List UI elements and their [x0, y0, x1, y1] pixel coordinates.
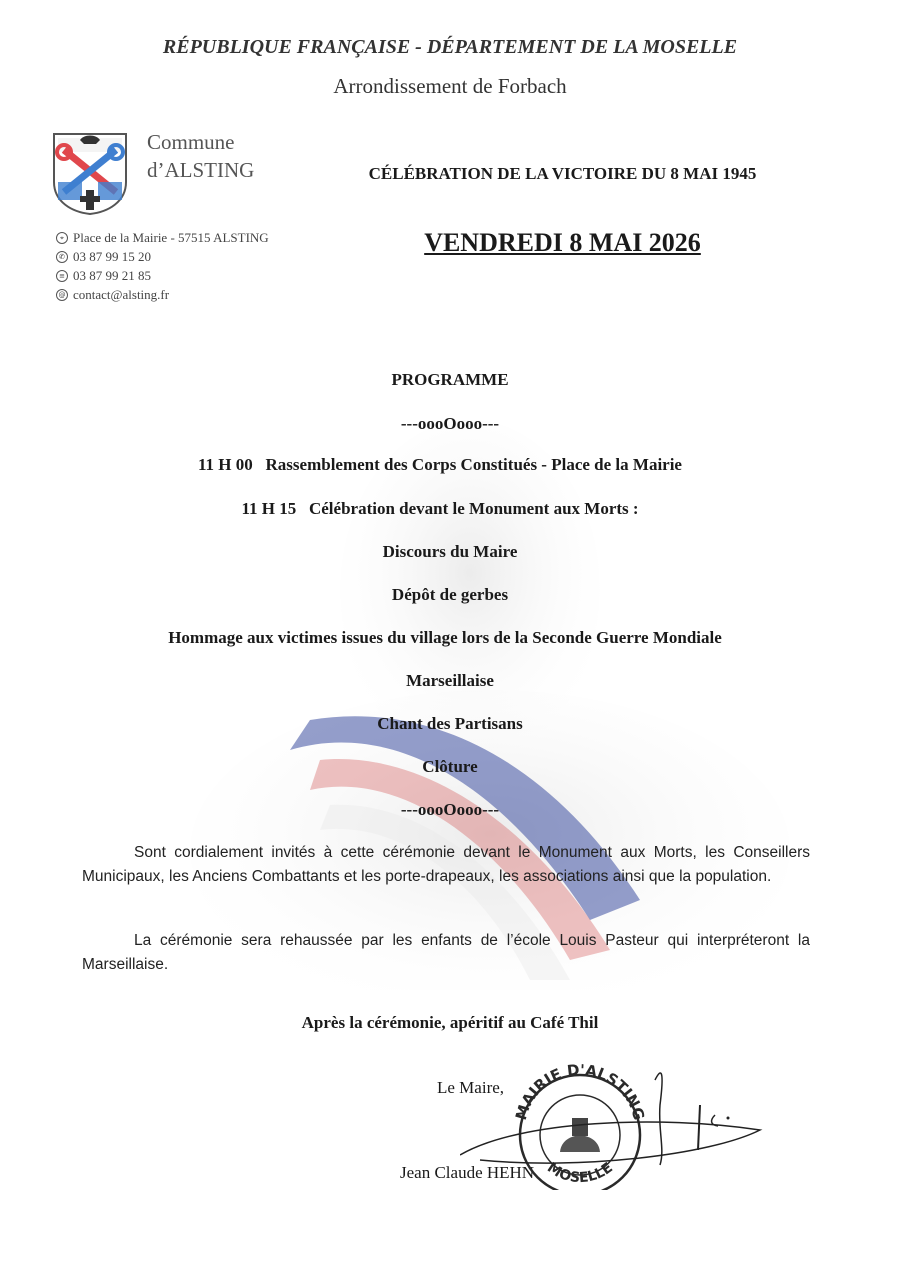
stamp-text-bottom: MOSELLE [544, 1159, 616, 1187]
contact-phone-text: 03 87 99 15 20 [73, 249, 151, 264]
location-icon: ⌖ [56, 232, 68, 244]
commune-name-line1: Commune [147, 130, 235, 154]
separator-bottom: ---oooOooo--- [400, 800, 500, 819]
invitation-paragraph: Sont cordialement invités à cette cérémonie devant le Monument aux Morts, les Conseillers Municipaux, les Anciens Combattants et les porte-drapeaux, les associations ainsi que la population. [82, 844, 810, 885]
event-date-text: VENDREDI 8 MAI 2026 [424, 228, 701, 257]
event-date [340, 228, 785, 258]
separator-top: ---oooOooo--- [400, 414, 500, 433]
email-icon: @ [56, 289, 68, 301]
programme-item: Chant des Partisans [377, 714, 523, 733]
contact-address-text: Place de la Mairie - 57515 ALSTING [73, 230, 269, 245]
phone-icon: ✆ [56, 251, 68, 263]
commune-name [147, 128, 254, 184]
celebration-title: CÉLÉBRATION DE LA VICTOIRE DU 8 MAI 1945 [368, 164, 757, 183]
contact-email-text: contact@alsting.fr [73, 287, 170, 302]
programme-item: Hommage aux victimes issues du village lors de la Seconde Guerre Mondiale [168, 628, 722, 647]
school-paragraph: La cérémonie sera rehaussée par les enfants de l’école Louis Pasteur qui interpréteront la Marseillaise. [82, 932, 810, 973]
programme-item: Dépôt de gerbes [391, 585, 509, 604]
closing-note: Après la cérémonie, apéritif au Café Thil [301, 1013, 599, 1032]
signature-name: Jean Claude HEHN [400, 1163, 535, 1182]
fax-icon: ≡ [56, 270, 68, 282]
programme-item: Clôture [422, 757, 478, 776]
contact-address [56, 230, 269, 246]
header-title: RÉPUBLIQUE FRANÇAISE - DÉPARTEMENT DE LA MOSELLE [162, 36, 738, 58]
contact-fax [56, 268, 151, 284]
contact-email [56, 287, 169, 303]
svg-text:MAIRIE D'ALSTING [512, 1061, 648, 1122]
header-subtitle: Arrondissement de Forbach [333, 74, 567, 98]
programme-item: 11 H 15 Célébration devant le Monument aux Morts : [241, 499, 639, 518]
commune-crest-icon [50, 130, 130, 216]
official-stamp-and-signature [460, 1060, 790, 1190]
contact-fax-text: 03 87 99 21 85 [73, 268, 151, 283]
stamp-text-top: MAIRIE D'ALSTING [511, 1060, 649, 1123]
programme-heading: PROGRAMME [391, 370, 509, 389]
contact-phone [56, 249, 151, 265]
programme-item: Marseillaise [406, 671, 494, 690]
signature-title: Le Maire, [437, 1078, 505, 1097]
commune-name-line2: d’ALSTING [147, 158, 255, 182]
programme-item: 11 H 00 Rassemblement des Corps Constitués - Place de la Mairie [198, 455, 682, 474]
programme-item: Discours du Maire [382, 542, 518, 561]
